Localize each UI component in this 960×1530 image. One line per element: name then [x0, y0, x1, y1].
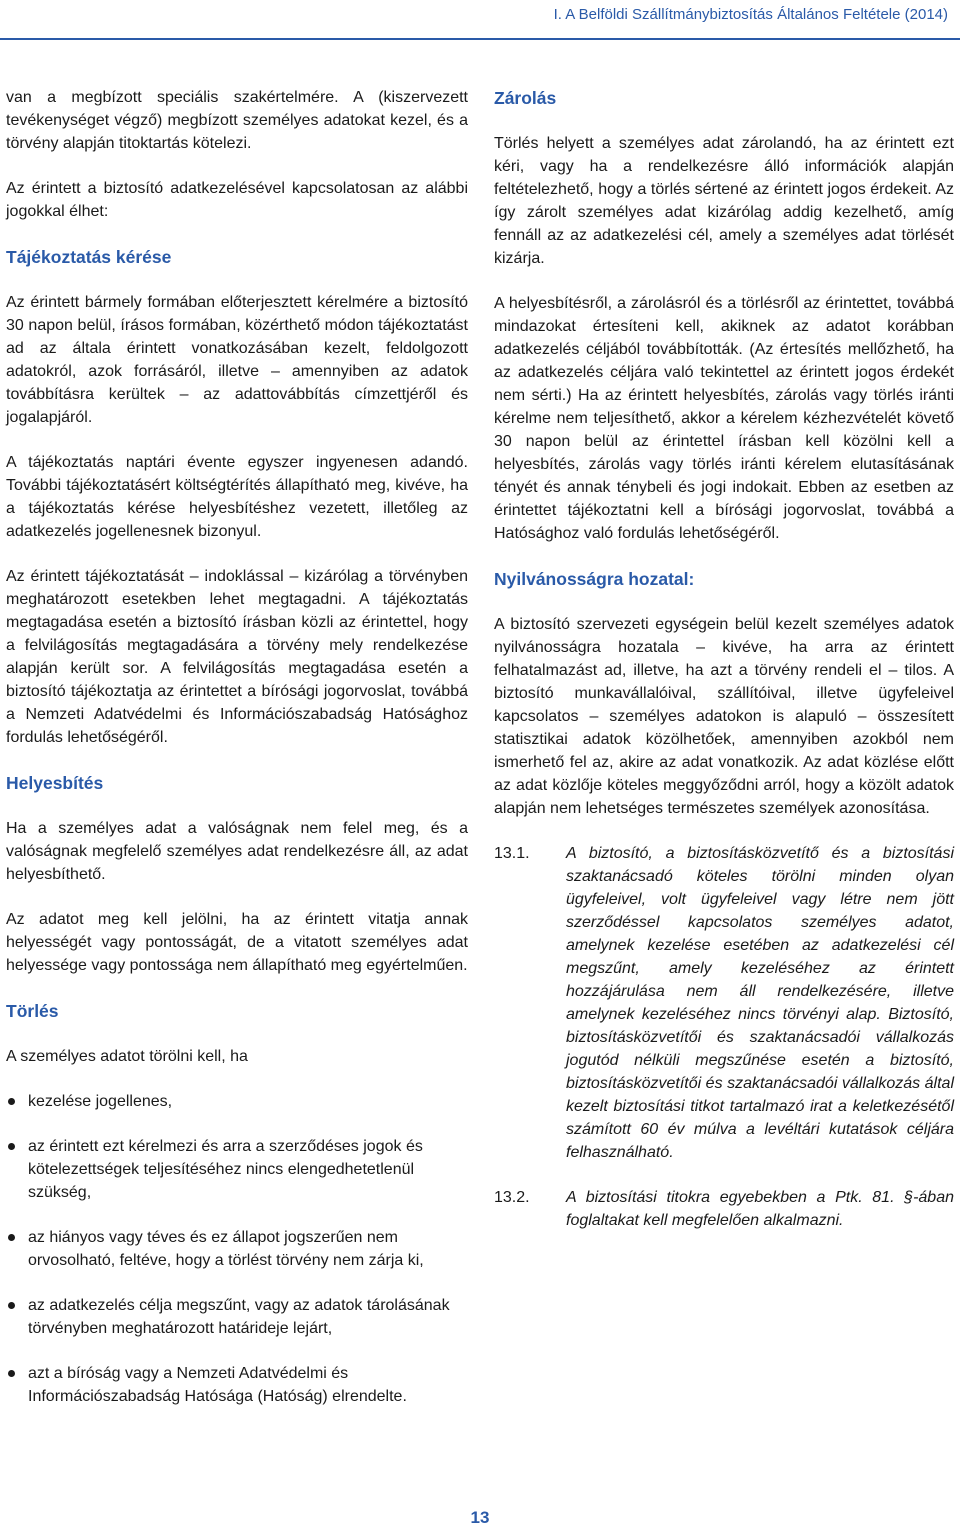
numbered-list	[494, 842, 954, 1232]
list-item-text: az érintett ezt kérelmezi és arra a szerződéses jogok és kötelezettségek teljesítéséhez nincs elengedhetetlenül szükség,	[28, 1138, 423, 1201]
list-item	[6, 1090, 468, 1113]
list-item	[6, 1135, 468, 1204]
list-item	[6, 1362, 468, 1408]
paragraph: A személyes adatot törölni kell, ha	[6, 1048, 248, 1065]
section-heading-publication: Nyilvánosságra hozatal:	[494, 569, 695, 589]
bullet-icon	[8, 1370, 15, 1377]
list-item	[6, 1294, 468, 1340]
list-item	[6, 1226, 468, 1272]
bullet-icon	[8, 1234, 15, 1241]
section-heading-deletion: Törlés	[6, 1001, 59, 1021]
section-heading-correction: Helyesbítés	[6, 773, 104, 793]
paragraph: A helyesbítésről, a zárolásról és a törlésről az érintettet, továbbá mindazokat értesíteni kell, akiknek az adatot korábban adatkezelés céljából továbbították. (Az értesítés mellőzhető, ha az adatkezelés céljára való tekintettel az érintett jogos érdekét nem sérti.) Ha az érintett helyesbítés, zárolás vagy törlés iránti kérelme nem teljesíthető, akkor a kérelem kézhezvételét követő 30 napon belül az érintettel írásban kell közölni kell a helyesbítés, zárolás vagy törlés iránti kérelem elutasításának tényét és annak ténybeli és jogi indokait. Ebben az esetben az érintettet tájékoztatni kell a bírósági jogorvoslat, továbbá a Hatósághoz való fordulás lehetőségéről.	[494, 295, 954, 542]
paragraph: Az érintett a biztosító adatkezelésével kapcsolatosan az alábbi jogokkal élhet:	[6, 180, 468, 220]
right-column	[494, 86, 954, 1232]
item-number: 13.1.	[494, 845, 530, 862]
list-item-text: azt a bíróság vagy a Nemzeti Adatvédelmi és Információszabadság Hatósága (Hatóság) elrendelte.	[28, 1365, 407, 1405]
list-item-text: az hiányos vagy téves és ez állapot jogszerűen nem orvosolható, feltéve, hogy a törlést törvény nem zárja ki,	[28, 1229, 424, 1269]
bullet-icon	[8, 1143, 15, 1150]
paragraph: A biztosító szervezeti egységein belül kezelt személyes adatok nyilvánosságra hozatala – kivéve, ha arra az érintett felhatalmazást ad, illetve, ha azt a törvény rendeli el – tilos. A biztosító munkavállalóival, szállítóival, illetve ügyfeleivel kapcsolatos – személyes adatokon is alapuló – összesített statisztikai adatok közölhetőek, amennyiben azokból nem ismerhető fel az, akire az adat vonatkozik. Az adat közlése előtt az adat közlője köteles meggyőződni arról, hogy a közölt adatok alapján nem lehetséges természetes személyek azonosítása.	[494, 616, 954, 817]
numbered-item	[494, 1186, 954, 1232]
paragraph: Ha a személyes adat a valóságnak nem felel meg, és a valóságnak megfelelő személyes adat rendelkezésre áll, az adat helyesbíthető.	[6, 820, 468, 883]
paragraph: Az érintett bármely formában előterjesztett kérelmére a biztosító 30 napon belül, írásos formában, közérthető módon tájékoztatást ad az általa érintett vonatkozásában kezelt, feldolgozott adatokról, azok forrásáról, illetve – amennyiben az adatok továbbításra kerültek – az adattovábbítás címzettjéről és jogalapjáról.	[6, 294, 468, 426]
item-number: 13.2.	[494, 1189, 530, 1206]
header-rule	[0, 38, 960, 40]
list-item-text: az adatkezelés célja megszűnt, vagy az adatok tárolásának törvényben meghatározott határideje lejárt,	[28, 1297, 450, 1337]
paragraph: Törlés helyett a személyes adat zárolandó, ha az érintett ezt kéri, vagy ha a rendelkezésre álló információk alapján feltételezhető, hogy a törlés sértené az érintett jogos érdekeit. Az így zárolt személyes adat kizárólag addig kezelhető, amíg fennáll az az adatkezelési cél, amely a személyes adat törlését kizárja.	[494, 135, 954, 267]
list-item-text: kezelése jogellenes,	[28, 1093, 173, 1110]
left-column	[6, 86, 468, 1408]
paragraph: A tájékoztatás naptári évente egyszer ingyenesen adandó. További tájékoztatásért költségtérítés állapítható meg, kivéve, ha a tájékoztatás kérése helyesbítéshez vezetett, illetőleg az adatkezelés jogellenesnek bizonyul.	[6, 454, 468, 540]
deletion-conditions-list	[6, 1090, 468, 1408]
item-text: A biztosító, a biztosításközvetítő és a biztosítási szaktanácsadó köteles törölni minden olyan ügyfeleivel, volt ügyfeleivel vagy létre nem jött szerződéssel kapcsolatos személyes adatot, amelynek kezelése esetében az adatkezelési cél megszűnt, amely kezeléséhez az érintett hozzájárulása nem áll rendelkezésére, illetve amelynek kezeléséhez nincs törvényi alap. Biztosító, biztosításközvetítői és szaktanácsadói vállalkozás jogutód nélküli megszűnése esetén a biztosító, biztosításközvetítői és szaktanácsadói vállalkozás által kezelt biztosítási titkot tartalmazó irat a keletkezésétől számított 60 év múlva a levéltári kutatások céljára felhasználható.	[566, 845, 954, 1161]
section-heading-blocking: Zárolás	[494, 88, 557, 108]
bullet-icon	[8, 1302, 15, 1309]
page-number: 13	[470, 1508, 490, 1527]
paragraph: Az érintett tájékoztatását – indoklással – kizárólag a törvényben meghatározott esetekben lehet megtagadni. A tájékoztatás megtagadása esetén a biztosító írásban közli az érintettel, hogy a felvilágosítás megtagadására a törvény mely rendelkezése alapján került sor. A felvilágosítás megtagadása esetén a biztosító tájékoztatja az érintettet a bírósági jogorvoslat, továbbá a Nemzeti Adatvédelmi és Információszabadság Hatósághoz fordulás lehetőségéről.	[6, 568, 468, 746]
bullet-icon	[8, 1098, 15, 1105]
item-text: A biztosítási titokra egyebekben a Ptk. 81. §-ában foglaltakat kell megfelelően alkalmazni.	[566, 1189, 954, 1229]
section-heading-info-request: Tájékoztatás kérése	[6, 247, 172, 267]
paragraph: Az adatot meg kell jelölni, ha az érintett vitatja annak helyességét vagy pontosságát, de a vitatott személyes adat helyessége vagy pontossága nem állapítható meg egyértelműen.	[6, 911, 468, 974]
paragraph: van a megbízott speciális szakértelmére. A (kiszervezett tevékenységet végző) megbízott személyes adatokat kezel, és a törvény alapján titoktartás kötelezi.	[6, 89, 468, 152]
numbered-item	[494, 842, 954, 1164]
running-header: I. A Belföldi Szállítmánybiztosítás Általános Feltétele (2014)	[553, 6, 948, 23]
